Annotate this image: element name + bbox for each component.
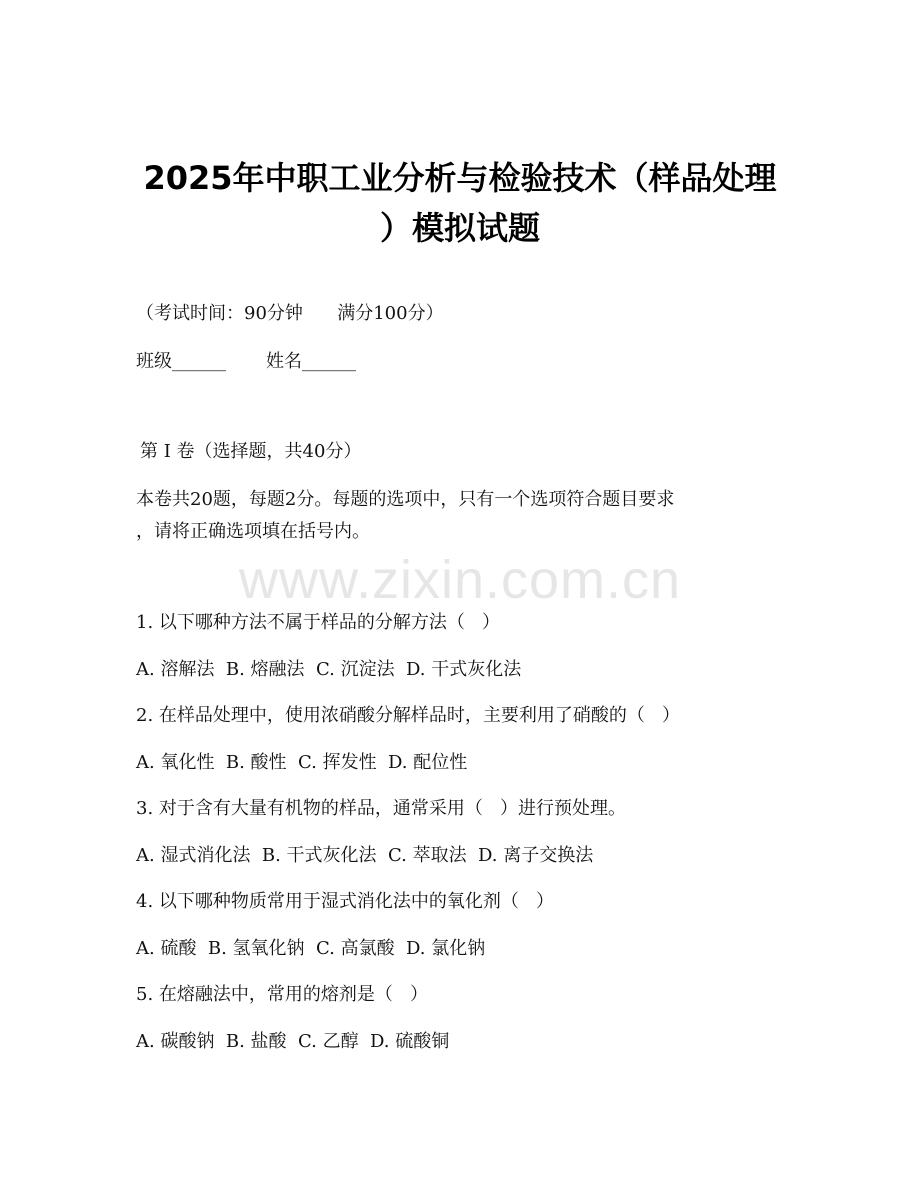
question-3: 3. 对于含有大量有机物的样品，通常采用（ ）进行预处理。	[136, 798, 627, 819]
exam-info: （考试时间：90分钟 满分100分）	[136, 303, 444, 324]
document-title-line-1: 2025年中职工业分析与检验技术（样品处理	[143, 159, 777, 197]
instructions-line-1: 本卷共20题，每题2分。每题的选项中，只有一个选项符合题目要求	[136, 489, 675, 510]
question-3-options: A. 湿式消化法 B. 干式灰化法 C. 萃取法 D. 离子交换法	[136, 845, 594, 866]
watermark: www.zixin.com.cn	[238, 550, 682, 610]
question-1-options: A. 溶解法 B. 熔融法 C. 沉淀法 D. 干式灰化法	[136, 659, 522, 680]
section-title: 第 I 卷（选择题，共40分）	[140, 441, 362, 462]
class-name-fields: 班级______ 姓名______	[136, 351, 357, 372]
question-5-options: A. 碳酸钠 B. 盐酸 C. 乙醇 D. 硫酸铜	[136, 1031, 450, 1052]
document-title-line-2: ）模拟试题	[379, 209, 540, 247]
question-4: 4. 以下哪种物质常用于湿式消化法中的氧化剂（ ）	[136, 891, 555, 912]
question-1: 1. 以下哪种方法不属于样品的分解方法（ ）	[136, 612, 501, 633]
question-5: 5. 在熔融法中，常用的熔剂是（ ）	[136, 984, 429, 1005]
instructions-line-2: ，请将正确选项填在括号内。	[136, 521, 370, 542]
question-2: 2. 在样品处理中，使用浓硝酸分解样品时，主要利用了硝酸的（ ）	[136, 705, 681, 726]
question-4-options: A. 硫酸 B. 氢氧化钠 C. 高氯酸 D. 氯化钠	[136, 938, 486, 959]
question-2-options: A. 氧化性 B. 酸性 C. 挥发性 D. 配位性	[136, 752, 468, 773]
